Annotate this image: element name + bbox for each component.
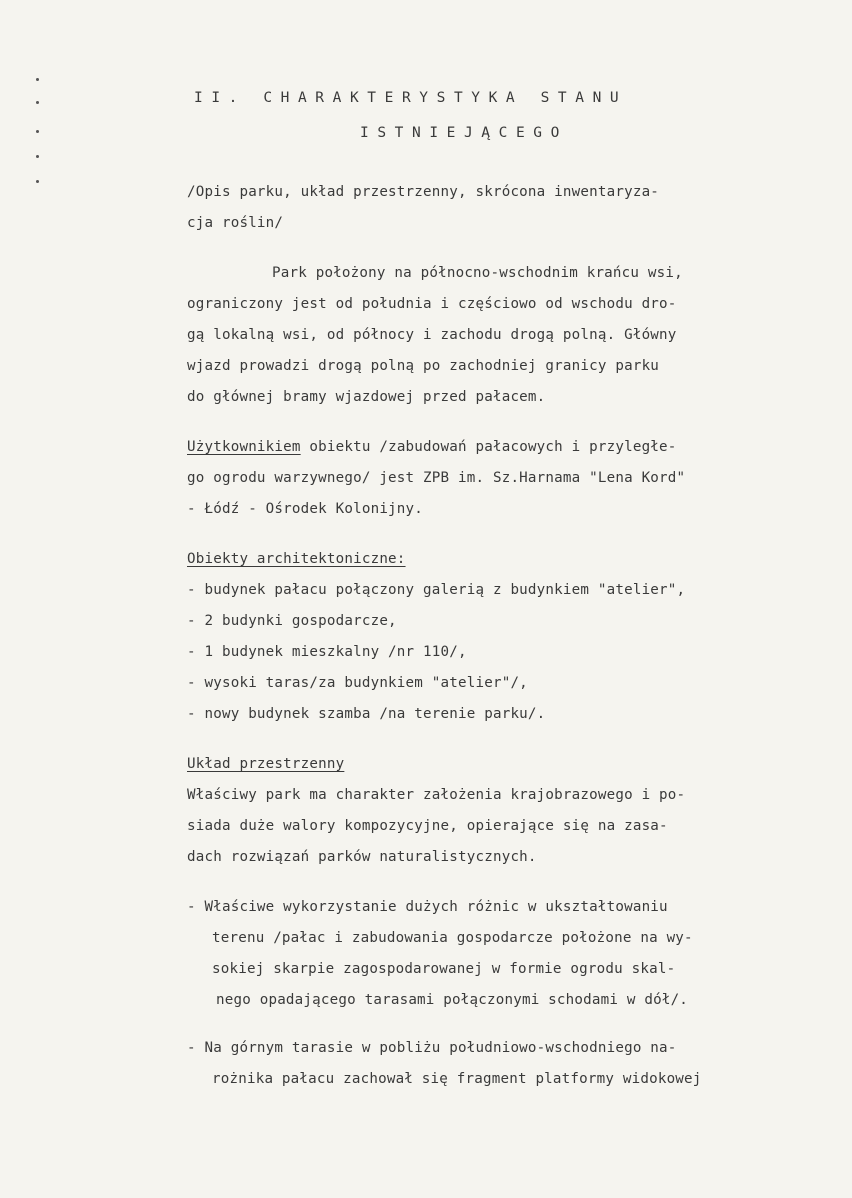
users-line: go ogrodu warzywnego/ jest ZPB im. Sz.Harnama "Lena Kord" [187,470,686,486]
users-line: - Łódź - Ośrodek Kolonijny. [187,501,424,517]
users-line [187,437,677,457]
spatial-bullet: - Na górnym tarasie w pobliżu południowo-wschodniego na- [187,1040,677,1056]
spatial-line: siada duże walory kompozycyjne, opierające się na zasa- [187,818,668,834]
margin-dot [36,155,39,158]
margin-dot [36,78,39,81]
paragraph-line: Park położony na północno-wschodnim krańcu wsi, [272,265,683,281]
margin-dot [36,101,39,104]
architecture-item: - budynek pałacu połączony galerią z budynkiem "atelier", [187,582,686,598]
spatial-bullet: - Właściwe wykorzystanie dużych różnic w ukształtowaniu [187,899,668,915]
paragraph-line: gą lokalną wsi, od północy i zachodu drogą polną. Główny [187,327,677,343]
architecture-item: - wysoki taras/za budynkiem "atelier"/, [187,675,528,691]
margin-dot [36,180,39,183]
architecture-item: - 1 budynek mieszkalny /nr 110/, [187,644,467,660]
spatial-line: dach rozwiązań parków naturalistycznych. [187,849,537,865]
spatial-bullet-cont: sokiej skarpie zagospodarowanej w formie ogrodu skal- [212,961,676,977]
spatial-bullet-cont: nego opadającego tarasami połączonymi schodami w dół/. [216,992,689,1008]
spatial-line: Właściwy park ma charakter założenia krajobrazowego i po- [187,787,686,803]
architecture-label: Obiekty architektoniczne: [187,551,406,567]
paragraph-line: ograniczony jest od południa i częściowo od wschodu dro- [187,296,677,312]
architecture-item: - 2 budynki gospodarcze, [187,613,397,629]
spatial-bullet-cont: rożnika pałacu zachował się fragment platformy widokowej [212,1071,702,1087]
heading-line-2: ISTNIEJĄCEGO [360,125,568,141]
subtitle-line: cja roślin/ [187,215,284,231]
users-label: Użytkownikiem [187,439,301,455]
architecture-item: - nowy budynek szamba /na terenie parku/. [187,706,546,722]
margin-dot [36,130,39,133]
spatial-bullet-cont: terenu /pałac i zabudowania gospodarcze położone na wy- [212,930,693,946]
paragraph-line: wjazd prowadzi drogą polną po zachodniej granicy parku [187,358,660,374]
subtitle-line: /Opis parku, układ przestrzenny, skrócona inwentaryza- [187,184,660,200]
users-text: obiektu /zabudowań pałacowych i przyległe- [300,439,677,455]
paragraph-line: do głównej bramy wjazdowej przed pałacem. [187,389,546,405]
heading-line-1: II. CHARAKTERYSTYKA STANU [194,90,628,106]
spatial-label: Układ przestrzenny [187,756,345,772]
